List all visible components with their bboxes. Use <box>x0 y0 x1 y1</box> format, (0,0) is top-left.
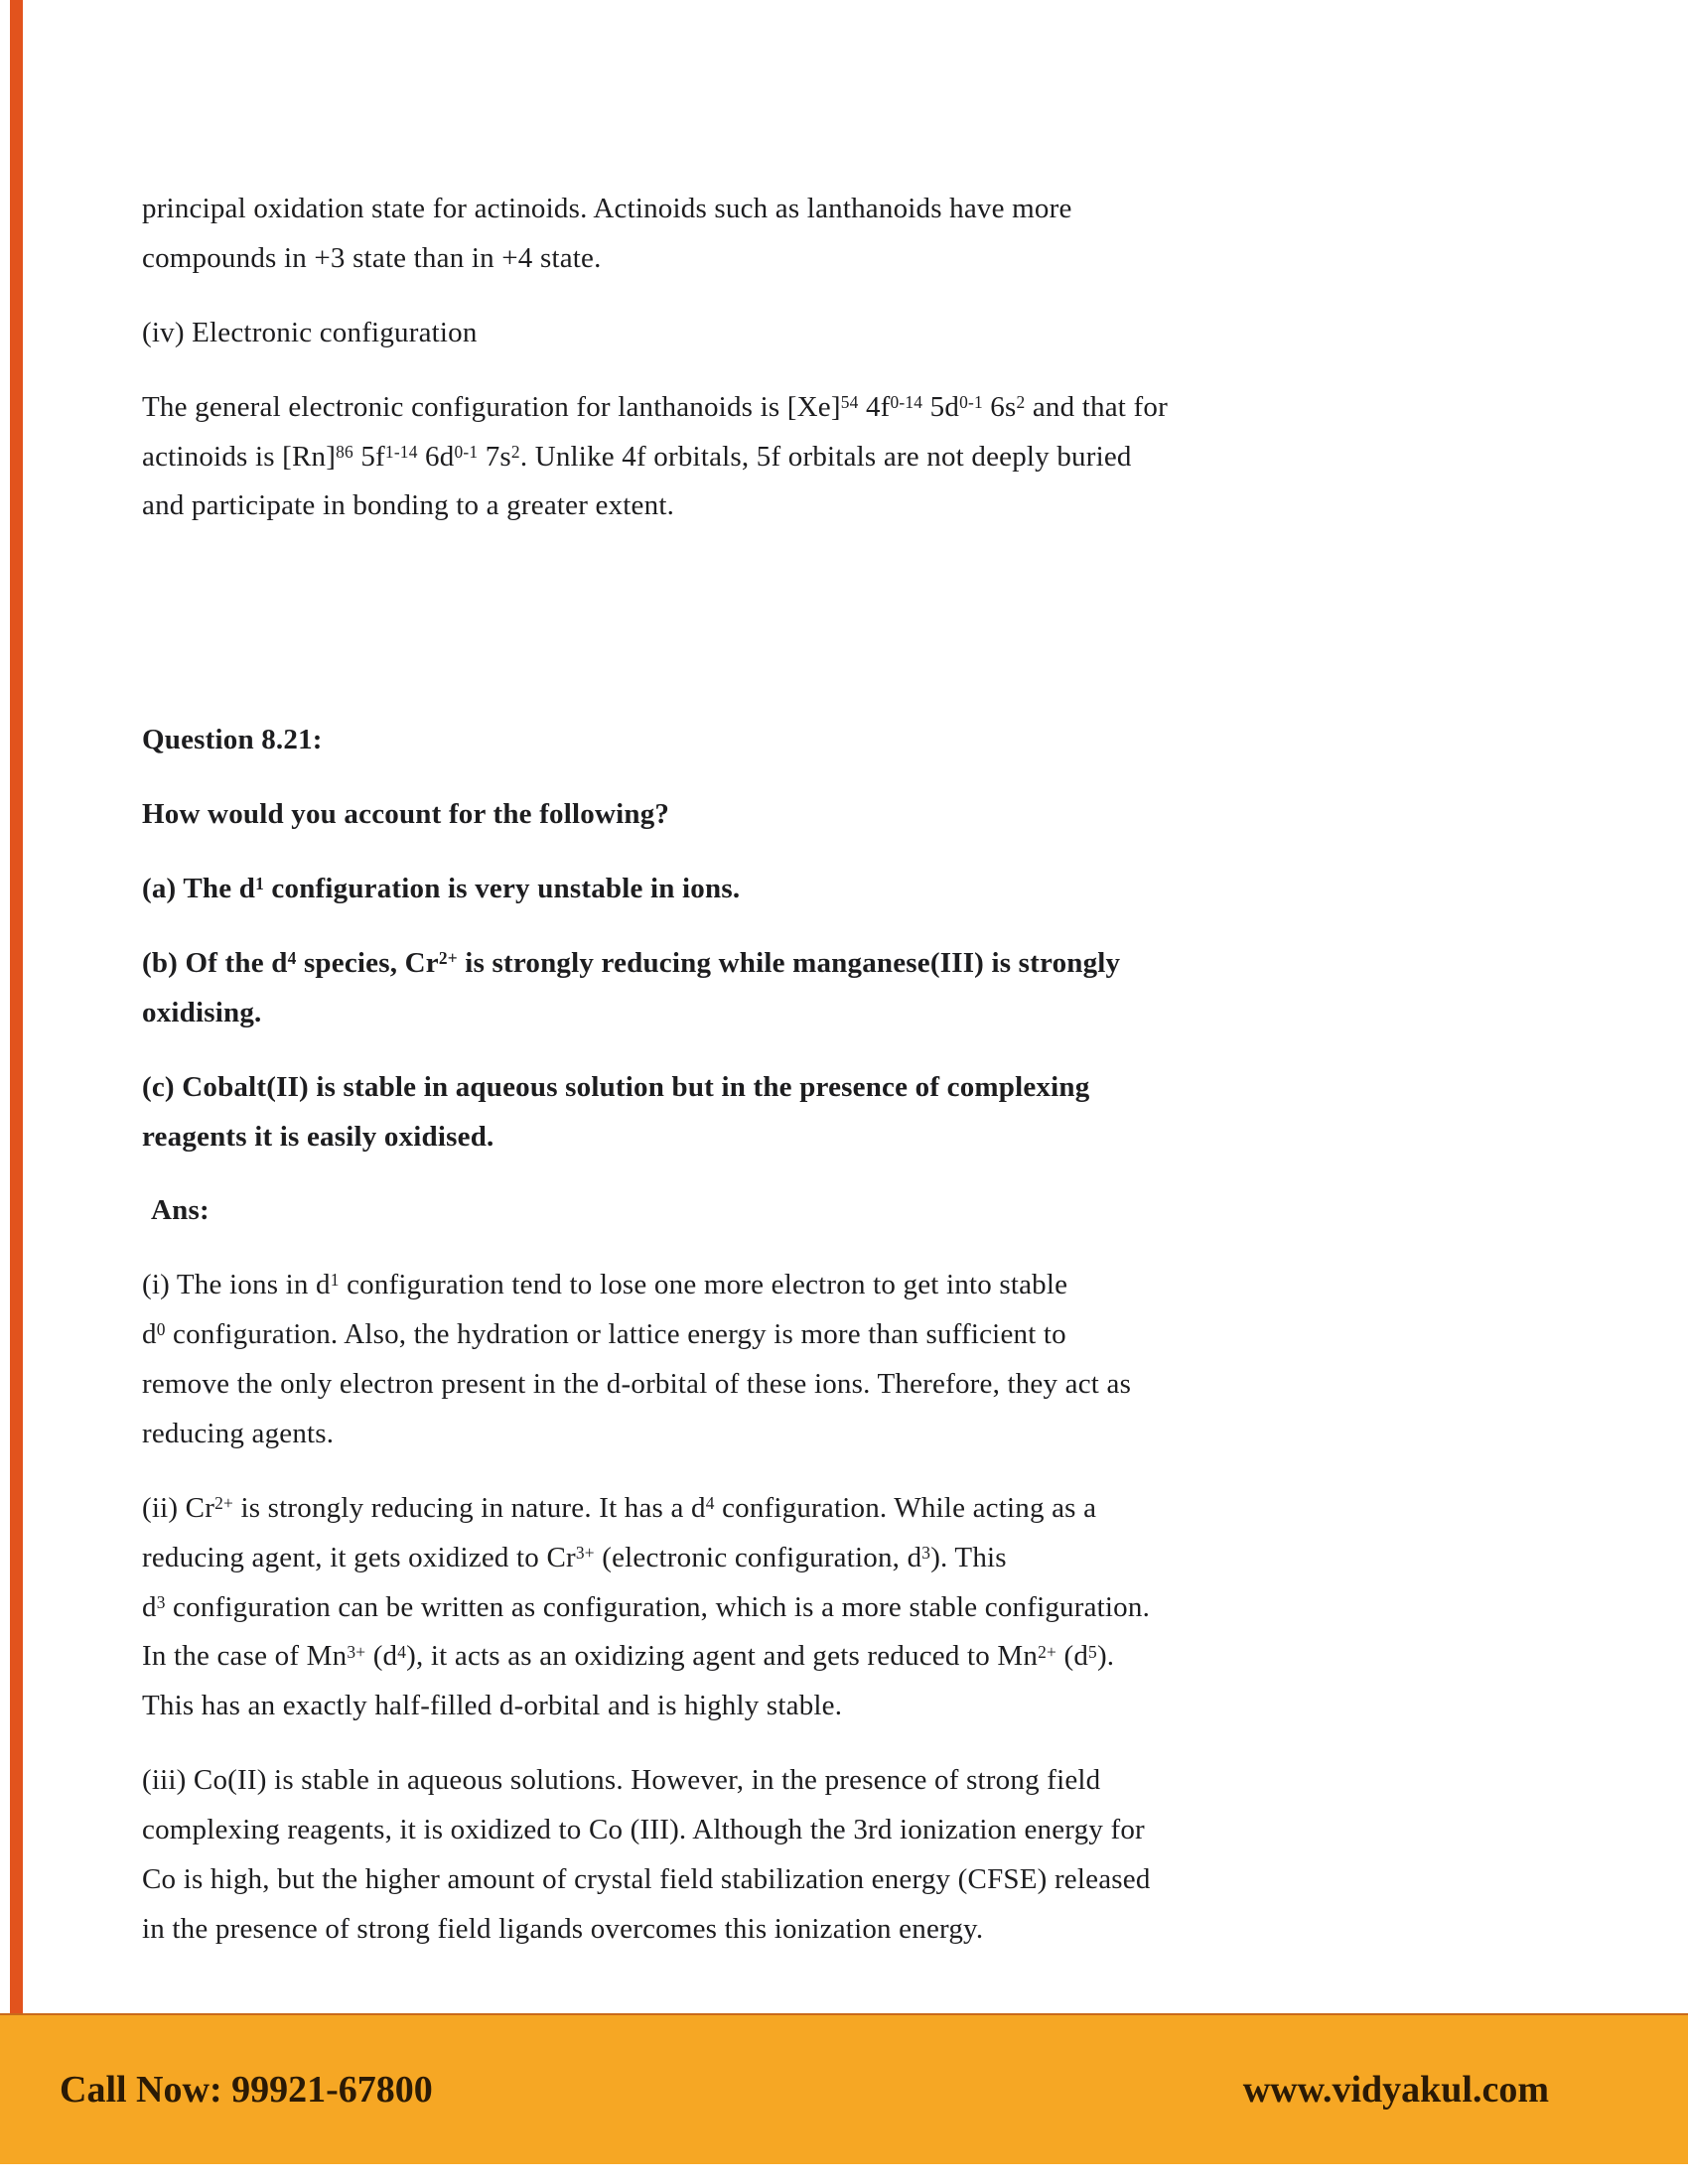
footer-call-now: Call Now: 99921-67800 <box>60 2069 433 2111</box>
paragraph-config-para: The general electronic configuration for lanthanoids is $[Xe]^{54}$ $4f^{0-14}$ $5d^{0-1}$ $6s^2$ and that for actinoids is $[Rn]^{86}$ $5f^{1-14}$ $6d^{0-1}$ $7s^2$. Unlike 4f orbitals, 5f orbitals are not deeply buried and participate in bonding to a greater extent. <box>142 390 1168 522</box>
footer-bar <box>0 2013 1688 2164</box>
superscript: 0 <box>156 1319 166 1340</box>
superscript: 3+ <box>347 1641 366 1662</box>
paragraph-q-a: (a) The $d^1$ configuration is very unstable in ions. <box>142 873 741 904</box>
paragraph-ans-iii: (iii) Co(II) is stable in aqueous solutions. However, in the presence of strong field complexing reagents, it is oxidized to Co (III). Although the 3rd ionization energy for Co is high, but the higher amount of crystal field stabilization energy (CFSE) released in the presence of strong field ligands overcomes this ionization energy. <box>142 1764 1151 1945</box>
superscript: 2 <box>510 441 520 462</box>
superscript: 2+ <box>438 948 458 969</box>
paragraph-ans-i: (i) The ions in $d^1$ configuration tend to lose one more electron to get into stable $d^0$ configuration. Also, the hydration or lattice energy is more than sufficient to remove the only electron present in the d-orbital of these ions. Therefore, they act as reducing agents. <box>142 1269 1132 1449</box>
footer-website-link: www.vidyakul.com <box>1242 2069 1549 2111</box>
superscript: 0-1 <box>454 441 479 462</box>
superscript: 2+ <box>1038 1641 1057 1662</box>
superscript: 4 <box>705 1492 715 1513</box>
paragraph-q-b: (b) Of the $d^4$ species, $Cr^{2+}$ is strongly reducing while manganese(III) is strongly oxidising. <box>142 946 1121 1028</box>
superscript: 3 <box>156 1591 166 1612</box>
superscript: 54 <box>840 391 859 412</box>
superscript: 0-1 <box>959 391 983 412</box>
superscript: 2+ <box>214 1492 233 1513</box>
left-accent-stripe <box>10 0 23 2013</box>
paragraph-ans: Ans: <box>151 1194 210 1227</box>
paragraph-q-c: (c) Cobalt(II) is stable in aqueous solution but in the presence of complexing reagents it is easily oxidised. <box>142 1070 1090 1153</box>
superscript: 3 <box>921 1542 931 1563</box>
paragraph-ans-ii: (ii) $Cr^{2+}$ is strongly reducing in nature. It has a $d^4$ configuration. While acting as a reducing agent, it gets oxidized to $Cr^{3+}$ (electronic configuration, $d^3$). This $d^3$ configuration can be written as configuration, which is a more stable configuration. In the case of $Mn^{3+}$ $(d^4)$, it acts as an oxidizing agent and gets reduced to $Mn^{2+}$ $(d^5)$. This has an exactly half-filled d-orbital and is highly stable. <box>142 1491 1151 1722</box>
superscript: 1-14 <box>384 441 418 462</box>
superscript: 4 <box>397 1641 407 1662</box>
paragraph-heading-iv: (iv) Electronic configuration <box>142 316 478 348</box>
superscript: 86 <box>336 441 353 462</box>
superscript: 3+ <box>575 1542 595 1563</box>
superscript: 0-14 <box>890 391 923 412</box>
superscript: 2 <box>1016 391 1026 412</box>
superscript: 5 <box>1088 1641 1097 1662</box>
paragraph-continuation: principal oxidation state for actinoids. Actinoids such as lanthanoids have more compounds in +3 state than in +4 state. <box>142 193 1072 274</box>
superscript: 1 <box>330 1270 340 1291</box>
superscript: 1 <box>255 874 264 894</box>
superscript: 4 <box>287 948 297 969</box>
paragraph-q-title: Question 8.21: <box>142 724 323 756</box>
document-body <box>142 185 1552 1979</box>
paragraph-q-lead: How would you account for the following? <box>142 798 670 831</box>
